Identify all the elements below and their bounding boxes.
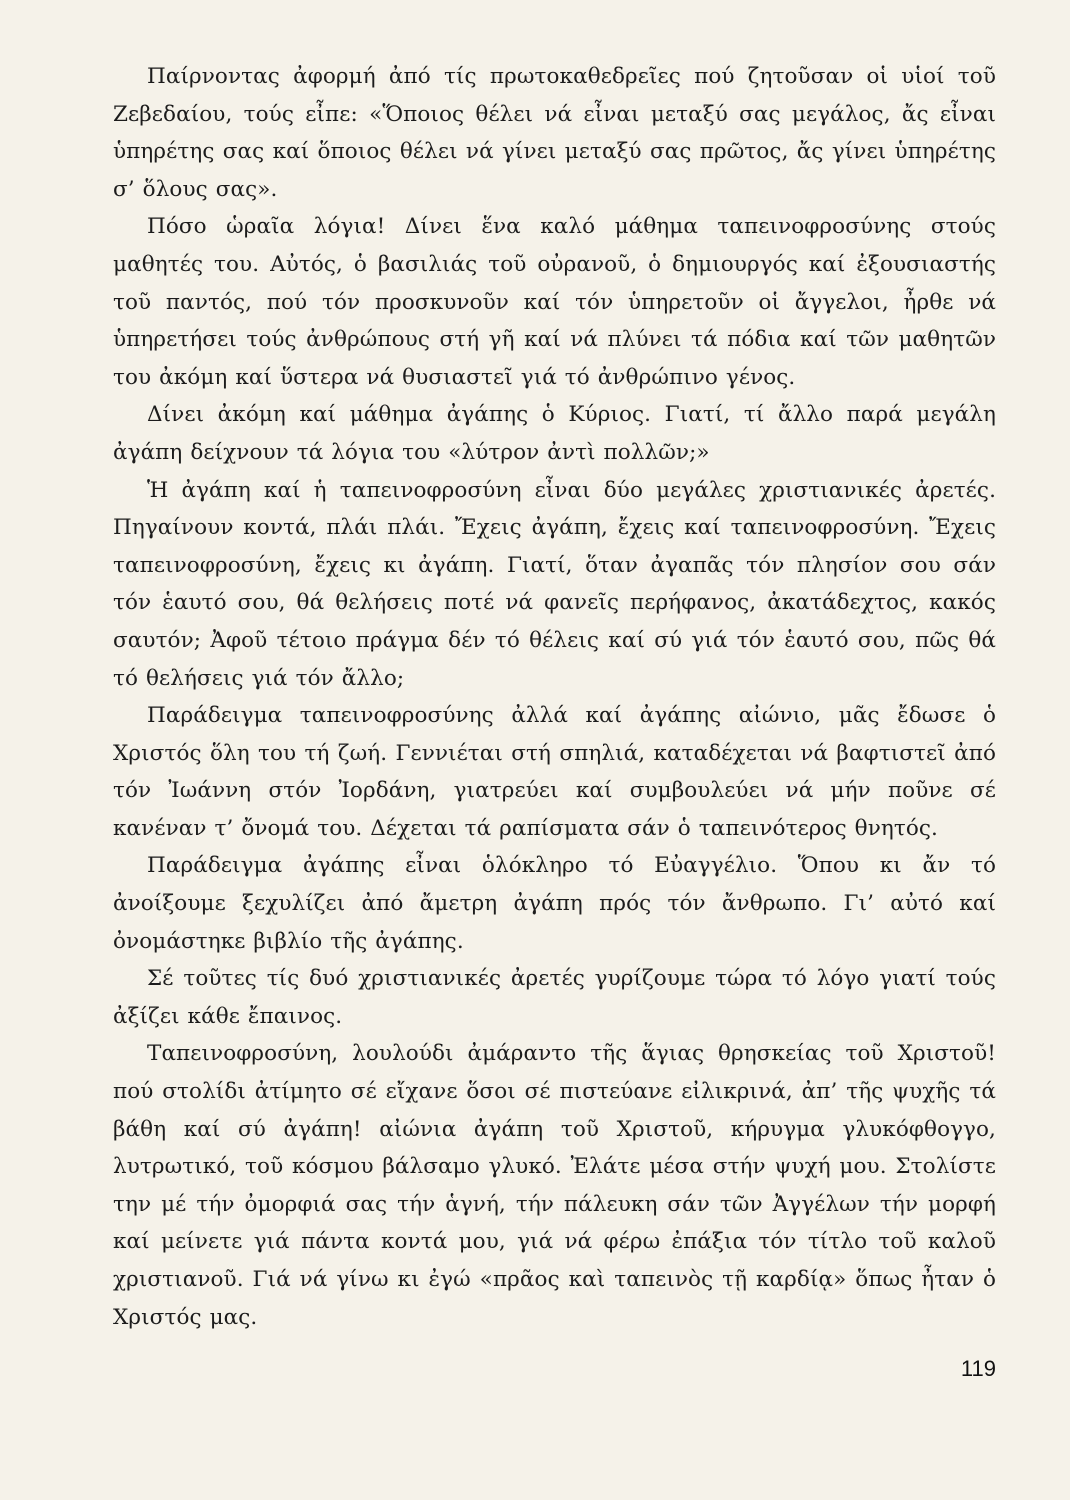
- body-text: [113, 58, 996, 1336]
- paragraph-2: Πόσο ὡραῖα λόγια! Δίνει ἕνα καλό μάθημα ταπεινοφροσύνης στούς μαθητές του. Αὐτός, ὁ βασιλιάς τοῦ οὐρανοῦ, ὁ δημιουργός καί ἐξουσιαστής τοῦ παντός, πού τόν προσκυνοῦν καί τόν ὑπηρετοῦν οἱ ἄγγελοι, ἦρθε νά ὑπηρετήσει τούς ἀνθρώπους στή γῆ καί νά πλύνει τά πόδια καί τῶν μαθητῶν του ἀκόμη καί ὕστερα νά θυσιαστεῖ γιά τό ἀνθρώπινο γένος.: [113, 214, 996, 390]
- paragraph-1: Παίρνοντας ἀφορμή ἀπό τίς πρωτοκαθεδρεῖες πού ζητοῦσαν οἱ υἱοί τοῦ Ζεβεδαίου, τούς εἶπε: «Ὅποιος θέλει νά εἶναι μεταξύ σας μεγάλος, ἄς εἶναι ὑπηρέτης σας καί ὅποιος θέλει νά γίνει μεταξύ σας πρῶτος, ἄς γίνει ὑπηρέτης σ’ ὅλους σας».: [113, 64, 996, 202]
- paragraph-5: Παράδειγμα ταπεινοφροσύνης ἀλλά καί ἀγάπης αἰώνιο, μᾶς ἔδωσε ὁ Χριστός ὅλη του τή ζωή. Γεννιέται στή σπηλιά, καταδέχεται νά βαφτιστεῖ ἀπό τόν Ἰωάννη στόν Ἰορδάνη, γιατρεύει καί συμβουλεύει νά μήν ποῦνε σέ κανέναν τ’ ὄνομά του. Δέχεται τά ραπίσματα σάν ὁ ταπεινότερος θνητός.: [113, 703, 996, 841]
- page-number: 119: [960, 1356, 996, 1381]
- paragraph-4: Ἡ ἀγάπη καί ἡ ταπεινοφροσύνη εἶναι δύο μεγάλες χριστιανικές ἀρετές. Πηγαίνουν κοντά, πλάι πλάι. Ἔχεις ἀγάπη, ἔχεις καί ταπεινοφροσύνη. Ἔχεις ταπεινοφροσύνη, ἔχεις κι ἀγάπη. Γιατί, ὅταν ἀγαπᾶς τόν πλησίον σου σάν τόν ἑαυτό σου, θά θελήσεις ποτέ νά φανεῖς περήφανος, ἀκατάδεχτος, κακός σαυτόν; Ἀφοῦ τέτοιο πράγμα δέν τό θέλεις καί σύ γιά τόν ἑαυτό σου, πῶς θά τό θελήσεις γιά τόν ἄλλο;: [113, 477, 996, 691]
- paragraph-3: Δίνει ἀκόμη καί μάθημα ἀγάπης ὁ Κύριος. Γιατί, τί ἄλλο παρά μεγάλη ἀγάπη δείχνουν τά λόγια του «λύτρον ἀντὶ πολλῶν;»: [113, 402, 996, 465]
- paragraph-6: Παράδειγμα ἀγάπης εἶναι ὁλόκληρο τό Εὐαγγέλιο. Ὅπου κι ἄν τό ἀνοίξουμε ξεχυλίζει ἀπό ἄμετρη ἀγάπη πρός τόν ἄνθρωπο. Γι’ αὐτό καί ὀνομάστηκε βιβλίο τῆς ἀγάπης.: [113, 853, 996, 954]
- paragraph-7: Σέ τοῦτες τίς δυό χριστιανικές ἀρετές γυρίζουμε τώρα τό λόγο γιατί τούς ἀξίζει κάθε ἔπαινος.: [113, 966, 996, 1029]
- paragraph-8: Ταπεινοφροσύνη, λουλούδι ἀμάραντο τῆς ἅγιας θρησκείας τοῦ Χριστοῦ! πού στολίδι ἀτίμητο σέ εἴχανε ὅσοι σέ πιστεύανε εἰλικρινά, ἀπ’ τῆς ψυχῆς τά βάθη καί σύ ἀγάπη! αἰώνια ἀγάπη τοῦ Χριστοῦ, κήρυγμα γλυκόφθογγο, λυτρωτικό, τοῦ κόσμου βάλσαμο γλυκό. Ἐλάτε μέσα στήν ψυχή μου. Στολίστε την μέ τήν ὀμορφιά σας τήν ἁγνή, τήν πάλευκη σάν τῶν Ἀγγέλων τήν μορφή καί μείνετε γιά πάντα κοντά μου, γιά νά φέρω ἐπάξια τόν τίτλο τοῦ καλοῦ χριστιανοῦ. Γιά νά γίνω κι ἐγώ «πρᾶος καὶ ταπεινὸς τῇ καρδίᾳ» ὅπως ἦταν ὁ Χριστός μας.: [113, 1041, 996, 1330]
